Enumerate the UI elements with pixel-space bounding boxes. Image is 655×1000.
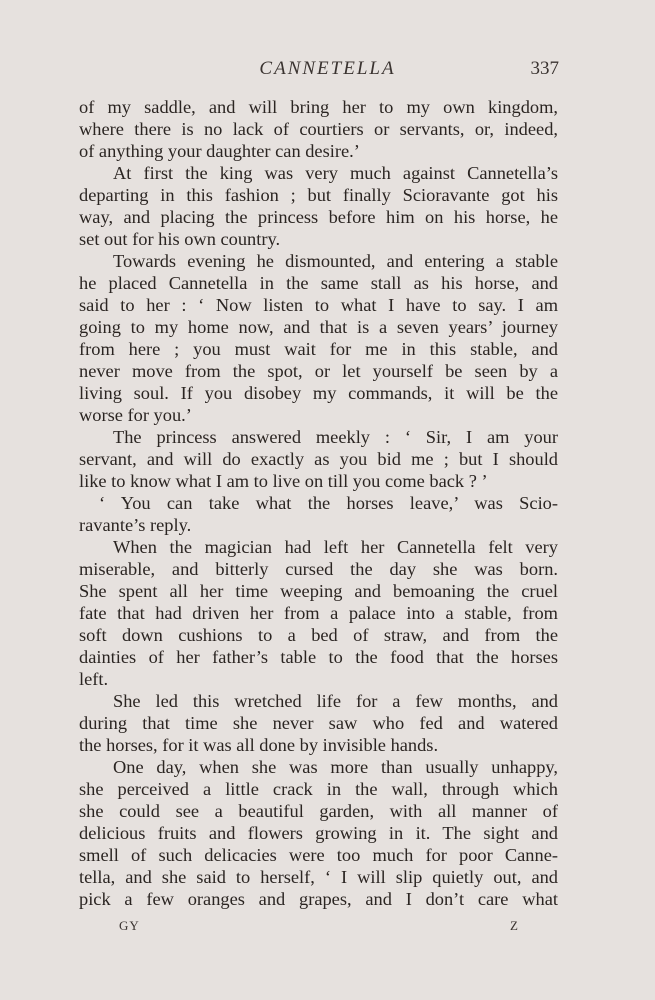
text-line: from here ; you must wait for me in this stable, and [79,339,558,359]
text-line: during that time she never saw who fed and watered [79,713,558,733]
text-line: At first the king was very much against Cannetella’s [113,163,558,183]
text-line: of anything your daughter can desire.’ [79,141,360,161]
text-line: soft down cushions to a bed of straw, and from the [79,625,558,645]
text-line: She led this wretched life for a few months, and [113,691,558,711]
text-line: he placed Cannetella in the same stall as his horse, and [79,273,558,293]
text-line: of my saddle, and will bring her to my own kingdom, [79,97,558,117]
text-line: delicious fruits and flowers growing in it. The sight and [79,823,558,843]
text-line: set out for his own country. [79,229,281,249]
text-line: miserable, and bitterly cursed the day she was born. [79,559,558,579]
text-line: where there is no lack of courtiers or servants, or, indeed, [79,119,558,139]
text-line: servant, and will do exactly as you bid me ; but I should [79,449,558,469]
text-line: worse for you.’ [79,405,192,425]
running-title: CANNETELLA [259,58,396,79]
signature-mark: Z [510,918,518,933]
text-line: left. [79,669,109,689]
page-number: 337 [530,58,559,79]
text-line: way, and placing the princess before him on his horse, he [79,207,558,227]
text-line: One day, when she was more than usually unhappy, [113,757,558,777]
text-line: going to my home now, and that is a seven years’ journey [79,317,558,337]
text-line: never move from the spot, or let yourself be seen by a [79,361,558,381]
text-line: ravante’s reply. [79,515,192,535]
body-text [79,96,558,910]
signature-mark: GY [119,918,140,933]
text-line: departing in this fashion ; but finally Scioravante got his [79,185,558,205]
text-line: ‘ You can take what the horses leave,’ was Scio- [99,493,558,513]
text-line: she perceived a little crack in the wall, through which [79,779,558,799]
text-line: like to know what I am to live on till you come back ? ’ [79,471,488,491]
text-line: fate that had driven her from a palace into a stable, from [79,603,558,623]
text-line: smell of such delicacies were too much for poor Canne- [79,845,558,865]
text-line: the horses, for it was all done by invisible hands. [79,735,439,755]
text-line: living soul. If you disobey my commands, it will be the [79,383,558,403]
text-line: tella, and she said to herself, ‘ I will slip quietly out, and [79,867,558,887]
text-line: said to her : ‘ Now listen to what I have to say. I am [79,295,558,315]
text-line: She spent all her time weeping and bemoaning the cruel [79,581,558,601]
text-line: When the magician had left her Cannetella felt very [113,537,558,557]
text-line: dainties of her father’s table to the food that the horses [79,647,558,667]
text-line: The princess answered meekly : ‘ Sir, I am your [113,427,558,447]
text-line: pick a few oranges and grapes, and I don’t care what [79,889,558,909]
text-line: she could see a beautiful garden, with all manner of [79,801,558,821]
text-line: Towards evening he dismounted, and entering a stable [113,251,558,271]
